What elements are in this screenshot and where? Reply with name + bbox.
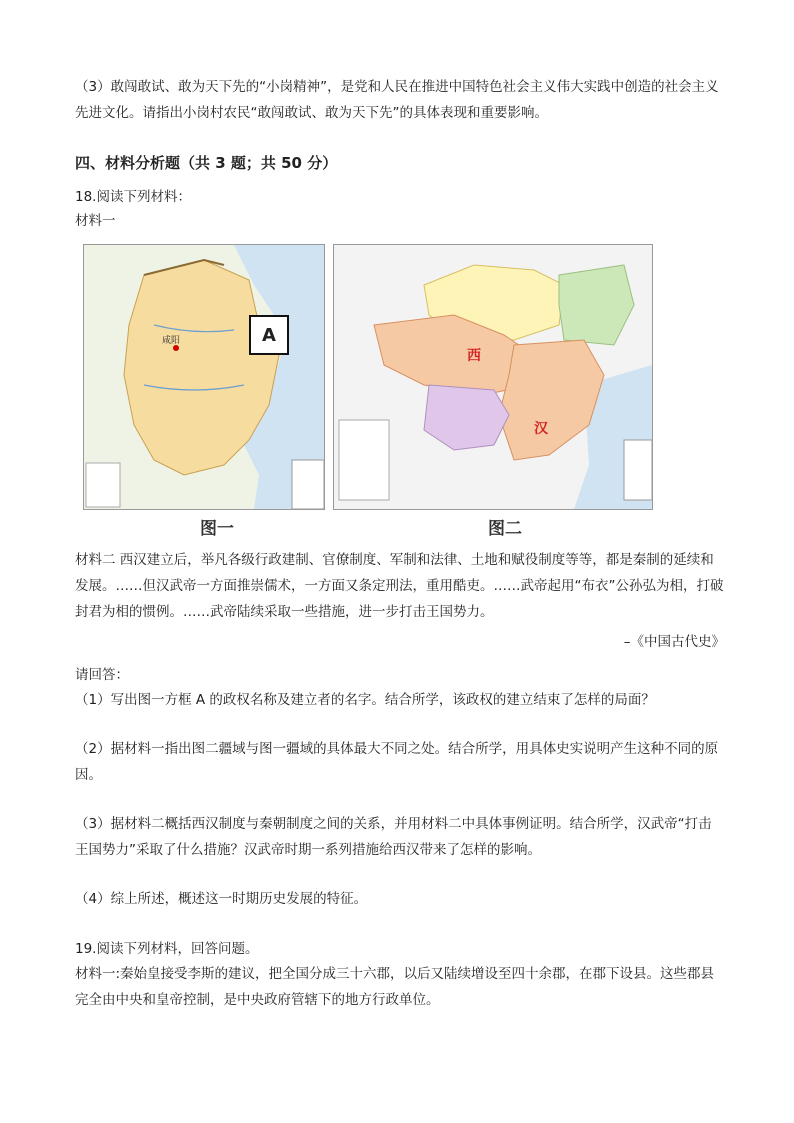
q18-intro: 18.阅读下列材料： bbox=[75, 189, 191, 205]
section-title: 四、材料分析题（共 3 题；共 50 分） bbox=[75, 154, 338, 172]
label-han: 汉 bbox=[534, 421, 548, 437]
figure2-caption: 图二 bbox=[488, 519, 522, 539]
label-xi: 西 bbox=[467, 348, 481, 364]
figure2-map bbox=[333, 244, 653, 510]
q19-material1: 材料一:秦始皇接受李斯的建议，把全国分成三十六郡，以后又陆续增设至四十余郡，在郡下设县。这些郡县完全由中央和皇帝控制，是中央政府管辖下的地方行政单位。 bbox=[75, 966, 715, 1008]
figure1-caption: 图一 bbox=[200, 519, 234, 539]
question-3: （3）据材料二概括西汉制度与秦朝制度之间的关系，并用材料二中具体事例证明。结合所学，汉武帝“打击王国势力”采取了什么措施？汉武帝时期一系列措施给西汉带来了怎样的影响。 bbox=[75, 816, 712, 858]
q17-part3: （3）敢闯敢试、敢为天下先的“小岗精神”，是党和人民在推进中国特色社会主义伟大实践中创造的社会主义先进文化。请指出小岗村农民“敢闯敢试、敢为天下先”的具体表现和重要影响。 bbox=[75, 79, 719, 121]
capital-label: 咸阳 bbox=[162, 336, 181, 346]
question-2: （2）据材料一指出图二疆域与图一疆域的具体最大不同之处。结合所学，用具体史实说明产生这种不同的原因。 bbox=[75, 741, 719, 783]
q19-intro: 19.阅读下列材料，回答问题。 bbox=[75, 941, 259, 957]
figure1-map-graphic bbox=[84, 245, 324, 509]
material1-label: 材料一 bbox=[75, 213, 116, 229]
answer-prompt: 请回答： bbox=[75, 667, 129, 683]
material2-source: –《中国古代史》 bbox=[623, 634, 725, 650]
question-1: （1）写出图一方框 A 的政权名称及建立者的名字。结合所学，该政权的建立结束了怎样的局面？ bbox=[75, 692, 655, 708]
figure2-map-graphic bbox=[334, 245, 652, 509]
figure1-map bbox=[83, 244, 325, 510]
material2-text: 材料二 西汉建立后，举凡各级行政建制、官僚制度、军制和法律、土地和赋役制度等等，都是秦制的延续和发展。……但汉武帝一方面推崇儒术，一方面又条定刑法，重用酷吏。……武帝起用“布衣”公孙弘为相，打破封君为相的惯例。……武帝陆续采取一些措施，进一步打击王国势力。 bbox=[75, 552, 724, 620]
question-4: （4）综上所述，概述这一时期历史发展的特征。 bbox=[75, 891, 368, 907]
box-a: A bbox=[249, 315, 289, 355]
